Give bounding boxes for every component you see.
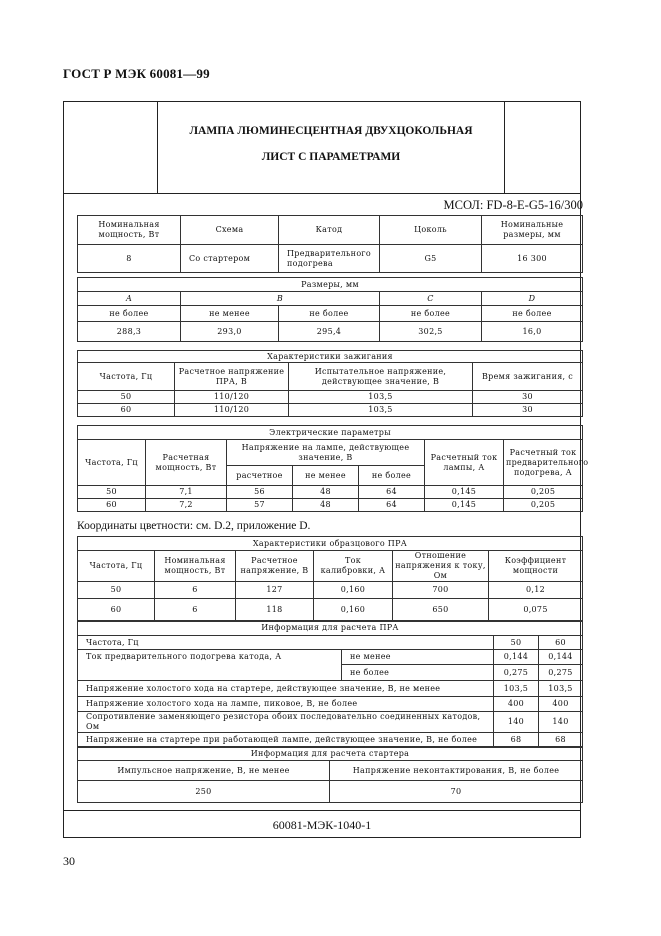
value-cell: 64	[359, 486, 425, 499]
value-cell: 16,0	[482, 322, 583, 342]
value-cell: 103,5	[539, 681, 583, 697]
header-cell: Катод	[279, 216, 380, 245]
value-cell: 57	[227, 499, 293, 512]
value-cell: 302,5	[380, 322, 482, 342]
value-cell: 64	[359, 499, 425, 512]
value-cell: 127	[236, 582, 314, 599]
table-title: Информация для расчета ПРА	[78, 621, 583, 636]
value-cell: 288,3	[78, 322, 181, 342]
value-cell: 8	[78, 245, 181, 273]
row-label: Напряжение холостого хода на стартере, действующее значение, В, не менее	[78, 681, 494, 697]
limit-label: не более	[482, 306, 583, 322]
header-cell: Цоколь	[380, 216, 482, 245]
document-header: ГОСТ Р МЭК 60081—99	[63, 66, 210, 81]
sheet-title: ЛАМПА ЛЮМИНЕСЦЕНТНАЯ ДВУХЦОКОЛЬНАЯ	[189, 125, 473, 137]
page-number: 30	[63, 854, 75, 868]
value-cell: 50	[78, 582, 155, 599]
general-table	[77, 215, 583, 273]
header-cell: Частота, Гц	[78, 440, 146, 486]
limit-label: не более	[342, 665, 494, 681]
header-cell: Расчетный ток лампы, А	[425, 440, 504, 486]
value-cell: 140	[539, 712, 583, 733]
value-cell: 60	[78, 599, 155, 622]
starter-calc-table	[77, 746, 583, 803]
value-cell: 50	[78, 486, 146, 499]
header-cell: Частота, Гц	[78, 551, 155, 582]
dim-label: A	[78, 292, 181, 306]
sheet-footer-code: 60081-МЭК-1040-1	[272, 818, 372, 832]
row-label: Частота, Гц	[78, 636, 494, 650]
value-cell: 293,0	[181, 322, 279, 342]
header-cell: Напряжение на лампе, действующее значение, В	[227, 440, 425, 466]
ballast-calc-table	[77, 620, 583, 748]
value-cell: 700	[393, 582, 489, 599]
header-cell: Ток калибровки, А	[314, 551, 393, 582]
sub-header: расчетное	[227, 466, 293, 486]
header-cell: Номинальные размеры, мм	[482, 216, 583, 245]
row-label: Ток предварительного подогрева катода, А	[78, 650, 342, 681]
value-cell: 70	[330, 781, 583, 803]
header-cell: Напряжение неконтактирования, В, не более	[330, 761, 583, 781]
header-cell: Расчетный ток предварительного подогрева, А	[504, 440, 583, 486]
header-cell: Номинальная мощность, Вт	[78, 216, 181, 245]
value-cell: 16 300	[482, 245, 583, 273]
value-cell: 103,5	[289, 391, 473, 404]
header-cell: Отношение напряжения к току, Ом	[393, 551, 489, 582]
dim-label: C	[380, 292, 482, 306]
value-cell: 650	[393, 599, 489, 622]
header-cell: Расчетное напряжение ПРА, В	[175, 363, 289, 391]
value-cell: 0,144	[539, 650, 583, 665]
value-cell: 0,144	[494, 650, 539, 665]
header-cell: Испытательное напряжение, действующее значение, В	[289, 363, 473, 391]
value-cell: 68	[494, 733, 539, 748]
limit-label: не более	[279, 306, 380, 322]
lamp-code: МСОЛ: FD-8-E-G5-16/300	[443, 198, 583, 212]
table-title: Информация для расчета стартера	[78, 747, 583, 761]
header-cell: Частота, Гц	[78, 363, 175, 391]
reference-ballast-table	[77, 536, 583, 622]
table-title: Размеры, мм	[78, 278, 583, 292]
header-cell: Расчетное напряжение, В	[236, 551, 314, 582]
table-title: Характеристики образцового ПРА	[78, 537, 583, 551]
dimensions-table	[77, 277, 583, 342]
header-cell: Схема	[181, 216, 279, 245]
value-cell: 110/120	[175, 391, 289, 404]
sheet-subtitle: ЛИСТ С ПАРАМЕТРАМИ	[261, 151, 401, 163]
header-cell: Расчетная мощность, Вт	[146, 440, 227, 486]
value-cell: 30	[473, 391, 583, 404]
table-title: Характеристики зажигания	[78, 351, 583, 363]
value-cell: 400	[494, 697, 539, 712]
value-cell: 60	[78, 499, 146, 512]
value-cell: 56	[227, 486, 293, 499]
chromaticity-note: Координаты цветности: см. D.2, приложение D.	[77, 520, 311, 532]
value-cell: 0,145	[425, 486, 504, 499]
limit-label: не более	[380, 306, 482, 322]
value-cell: Со стартером	[181, 245, 279, 273]
value-cell: 110/120	[175, 404, 289, 417]
ignition-table	[77, 350, 583, 417]
value-cell: G5	[380, 245, 482, 273]
limit-label: не менее	[342, 650, 494, 665]
value-cell: 0,160	[314, 582, 393, 599]
value-cell: 6	[155, 582, 236, 599]
value-cell: 118	[236, 599, 314, 622]
sub-header: не более	[359, 466, 425, 486]
value-cell: 60	[539, 636, 583, 650]
value-cell: 7,2	[146, 499, 227, 512]
value-cell: 0,205	[504, 486, 583, 499]
value-cell: 295,4	[279, 322, 380, 342]
value-cell: 6	[155, 599, 236, 622]
row-label: Сопротивление заменяющего резистора обоих последовательно соединенных катодов, Ом	[78, 712, 494, 733]
value-cell: 0,205	[504, 499, 583, 512]
value-cell: 0,075	[489, 599, 583, 622]
footer-divider	[63, 810, 581, 811]
value-cell: 48	[293, 499, 359, 512]
value-cell: 103,5	[289, 404, 473, 417]
value-cell: Предварительного подогрева	[279, 245, 380, 273]
value-cell: 0,145	[425, 499, 504, 512]
row-label: Напряжение холостого хода на лампе, пиковое, В, не более	[78, 697, 494, 712]
value-cell: 60	[78, 404, 175, 417]
title-block	[63, 101, 581, 194]
header-cell: Время зажигания, с	[473, 363, 583, 391]
limit-label: не более	[78, 306, 181, 322]
header-cell: Коэффициент мощности	[489, 551, 583, 582]
dim-label: B	[181, 292, 380, 306]
value-cell: 0,275	[539, 665, 583, 681]
value-cell: 103,5	[494, 681, 539, 697]
dim-label: D	[482, 292, 583, 306]
header-cell: Импульсное напряжение, В, не менее	[78, 761, 330, 781]
value-cell: 250	[78, 781, 330, 803]
value-cell: 0,275	[494, 665, 539, 681]
value-cell: 68	[539, 733, 583, 748]
value-cell: 0,160	[314, 599, 393, 622]
value-cell: 400	[539, 697, 583, 712]
electrical-table	[77, 425, 589, 512]
value-cell: 50	[494, 636, 539, 650]
value-cell: 0,12	[489, 582, 583, 599]
value-cell: 140	[494, 712, 539, 733]
limit-label: не менее	[181, 306, 279, 322]
sub-header: не менее	[293, 466, 359, 486]
table-title: Электрические параметры	[78, 426, 583, 440]
value-cell: 50	[78, 391, 175, 404]
value-cell: 7,1	[146, 486, 227, 499]
header-cell: Номинальная мощность, Вт	[155, 551, 236, 582]
value-cell: 48	[293, 486, 359, 499]
value-cell: 30	[473, 404, 583, 417]
row-label: Напряжение на стартере при работающей лампе, действующее значение, В, не более	[78, 733, 494, 748]
